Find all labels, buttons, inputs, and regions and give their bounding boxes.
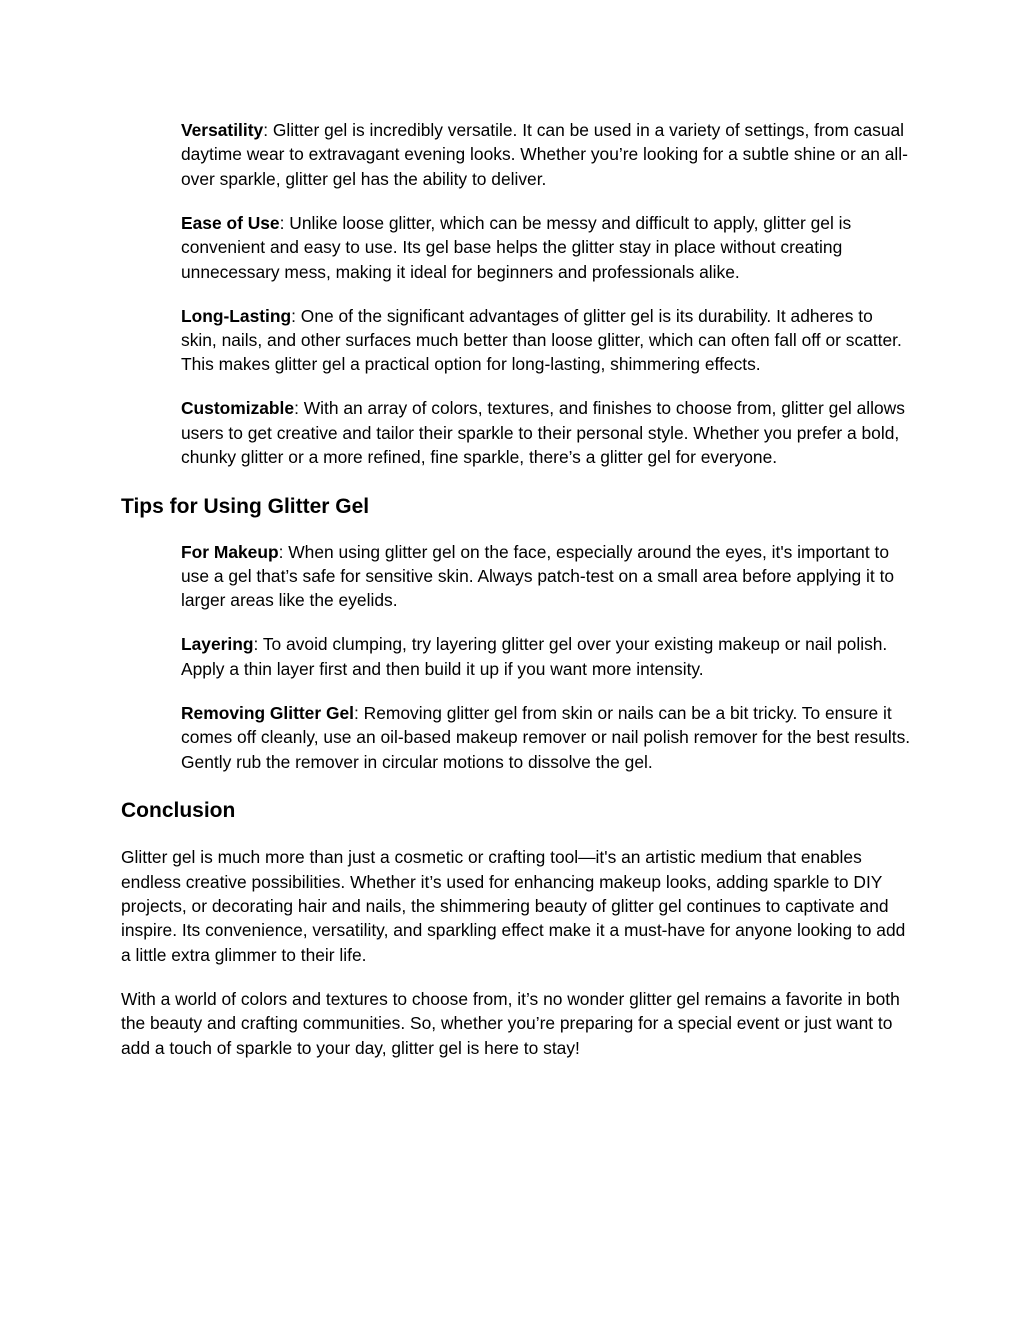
benefit-item-ease-of-use <box>181 211 911 284</box>
conclusion-heading: Conclusion <box>121 799 236 823</box>
tip-item-for-makeup <box>181 540 911 613</box>
tip-text: : When using glitter gel on the face, especially around the eyes, it's important to use a gel that’s safe for sensitive skin. Always patch-test on a small area before applying it to larger areas like the eyelids. <box>181 541 895 611</box>
benefit-text: : Glitter gel is incredibly versatile. It can be used in a variety of settings, from casual daytime wear to extravagant evening looks. Whether you’re looking for a subtle shine or an all-over sparkle, glitter gel has the ability to deliver. <box>181 120 908 189</box>
tip-text: : To avoid clumping, try layering glitter gel over your existing makeup or nail polish. Apply a thin layer first and then build it up if you want more intensity. <box>181 634 888 679</box>
tips-list <box>121 540 911 774</box>
benefit-term: Ease of Use <box>181 212 280 233</box>
conclusion-paragraph: Glitter gel is much more than just a cosmetic or crafting tool—it's an artistic medium that enables endless creative possibilities. Whether it’s used for enhancing makeup looks, adding sparkle to DIY projects, or decorating hair and nails, the shimmering beauty of glitter gel continues to captivate and inspire. Its convenience, versatility, and sparkling effect make it a must-have for anyone looking to add a little extra glimmer to their life. <box>121 847 906 965</box>
benefit-text: : Unlike loose glitter, which can be messy and difficult to apply, glitter gel is convenient and easy to use. Its gel base helps the glitter stay in place without creating unnecessary mess, making it ideal for beginners and professionals alike. <box>181 212 852 282</box>
tip-term: Layering <box>181 634 254 655</box>
conclusion-paragraph: With a world of colors and textures to choose from, it’s no wonder glitter gel remains a favorite in both the beauty and crafting communities. So, whether you’re preparing for a special event or just want to add a touch of sparkle to your day, glitter gel is here to stay! <box>121 988 900 1058</box>
conclusion-body <box>121 845 911 1060</box>
tip-text: : Removing glitter gel from skin or nails can be a bit tricky. To ensure it comes off cleanly, use an oil-based makeup remover or nail polish remover for the best results. Gently rub the remover in circular motions to dissolve the gel. <box>181 702 911 772</box>
tip-item-layering <box>181 632 911 681</box>
benefits-list <box>121 118 911 470</box>
tip-term: Removing Glitter Gel <box>181 702 354 723</box>
conclusion-section <box>121 797 911 1060</box>
tip-term: For Makeup <box>181 541 279 562</box>
benefit-term: Long-Lasting <box>181 305 292 326</box>
benefit-text: : One of the significant advantages of glitter gel is its durability. It adheres to skin, nails, and other surfaces much better than loose glitter, which can often fall off or scatter. This makes glitter gel a practical option for long-lasting, shimmering effects. <box>181 305 902 375</box>
benefit-item-long-lasting <box>181 304 911 377</box>
tips-section <box>121 493 911 774</box>
benefit-text: : With an array of colors, textures, and finishes to choose from, glitter gel allows users to get creative and tailor their sparkle to their personal style. Whether you prefer a bold, chunky glitter or a more refined, fine sparkle, there’s a glitter gel for everyone. <box>181 398 905 468</box>
benefit-term: Customizable <box>181 398 295 419</box>
document-content <box>121 118 911 1060</box>
tip-item-removing-glitter-gel <box>181 701 911 774</box>
benefit-item-versatility <box>181 118 911 191</box>
benefit-item-customizable <box>181 396 911 469</box>
benefit-term: Versatility <box>181 120 264 140</box>
tips-heading: Tips for Using Glitter Gel <box>121 494 370 518</box>
